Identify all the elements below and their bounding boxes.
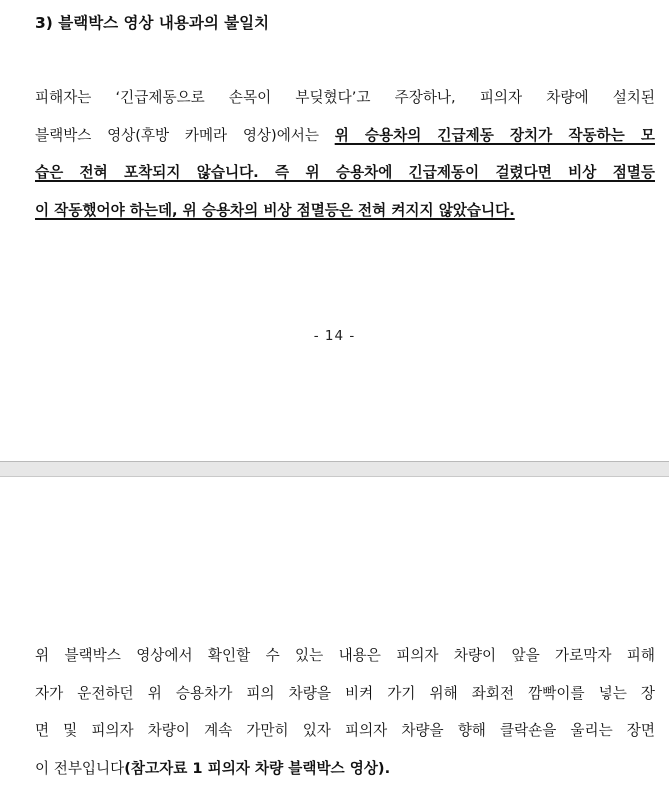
paragraph-dashcam-inconsistency [35, 79, 655, 229]
paragraph-dashcam-content [35, 637, 655, 787]
paragraph-line: 면 및 피의자 차량이 계속 가만히 있자 피의자 차량을 향해 클락숀을 울리는 장면 [35, 722, 655, 739]
page-separator [0, 461, 669, 477]
paragraph-line: 위 블랙박스 영상에서 확인할 수 있는 내용은 피의자 차량이 앞을 가로막자 피해 [35, 647, 655, 664]
reference-citation: (참고자료 1 피의자 차량 블랙박스 영상). [124, 759, 391, 777]
paragraph-text: 블랙박스 영상(후방 카메라 영상)에서는 [35, 126, 335, 144]
paragraph-line [35, 750, 655, 788]
emphasized-text: 위 승용차의 긴급제동 장치가 작동하는 모 [334, 126, 655, 144]
emphasized-line: 습은 전혀 포착되지 않습니다. 즉 위 승용차에 긴급제동이 걸렸다면 비상 점멸등 [35, 164, 655, 181]
paragraph-text: 이 전부입니다 [35, 759, 125, 777]
paragraph-line [35, 117, 655, 155]
paragraph-line: 자가 운전하던 위 승용차가 피의 차량을 비켜 가기 위해 좌회전 깜빡이를 넣는 장 [35, 684, 655, 702]
emphasized-line: 이 작동했어야 하는데, 위 승용차의 비상 점멸등은 전혀 켜지지 않았습니다. [35, 201, 515, 219]
page-number: - 14 - [313, 328, 356, 344]
paragraph-line: 피해자는 ‘긴급제동으로 손목이 부딪혔다’고 주장하나, 피의자 차량에 설치된 [35, 89, 655, 106]
section-heading: 3) 블랙박스 영상 내용과의 불일치 [35, 14, 270, 32]
